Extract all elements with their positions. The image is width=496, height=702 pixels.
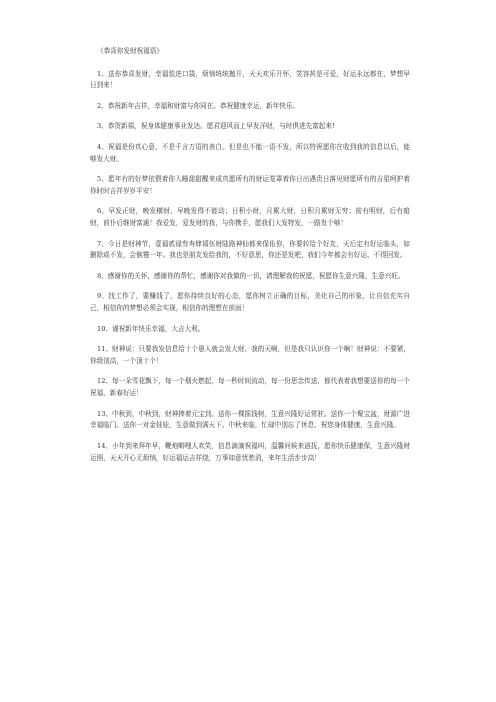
paragraph-5: 5、愿年有的好梦依偎着你入睡甜甜醒来成真愿所有的财运笼罩着你日出遇贵日落见财愿所有的吉星呵护着你时时吉祥岁岁平安！ <box>90 175 410 195</box>
paragraph-14: 14、小年到来拜年早，鞭炮噼哩人欢笑，信息滴滴祝福叫，温馨问候来逍抚，愿你快乐健康保，生意兴隆财运照，天天开心无烦恼，好运福运吉祥绕，万事如意忧愁消，来年生活步步高！ <box>90 441 410 462</box>
paragraph-9: 9、找工作了，要赚钱了，愿你持续良好的心态，愿你树立正确的目标，美化自己的形象，让自信充实自己，相信你的梦想必须会实现，相信你的理想在前面！ <box>90 292 410 313</box>
paragraph-10: 10、谨祝新年快乐幸福，大吉大利。 <box>97 324 205 333</box>
paragraph-3: 3、恭贺新禧，祝身体健康事业发达。愿君迎风而上早发洋财，与时俱进先富起来! <box>97 122 335 131</box>
document-title: 《恭喜你发财祝福语》 <box>97 47 163 55</box>
paragraph-8: 8、感谢你的关怀，感谢你的帮忙，感谢你对我做的一切，请理解我的祝愿，祝愿你生意兴隆，生意兴旺。 <box>97 271 405 280</box>
paragraph-1: 1、送你恭喜发财，幸福装进口袋，烦恼统统抛开，天天欢乐开怀，笑容甚是可爱，好运永远都在，梦想早日到来！ <box>90 69 410 90</box>
document-page <box>90 46 410 702</box>
paragraph-12: 12、每一朵雪花飘下，每一个烟火燃起，每一秒时间流动，每一份思念传送，都代表着我想要送你的每一个祝福，新春好运！ <box>90 377 410 398</box>
paragraph-4: 4、祝福是份真心意，不是千言万语的表白。但是也不能一语不发，所以特祝愿你在收到我的信息以后，能够发大财。 <box>90 142 410 163</box>
paragraph-13: 13、中秋到，中秋到，财神捧着元宝到。送你一棵摇钱树，生意兴隆好运常驻。送你一个聚宝盆，财源广进幸福临门。送你一对金娃娃，生意做到满天下。中秋来临，忙碌中别忘了休息，祝您身体健康，生意兴隆。 <box>90 409 410 430</box>
paragraph-11: 11、财神说：只要我发信息给十个愚人就会发大财。我的天啊，但是我只认识你一个啊！财神说：不要紧，你级别高，一个顶十个！ <box>90 345 410 365</box>
paragraph-6: 6、早发正财，晚发横财，早晚发得不能动；日积小财，月累大财，日积月累财无穷；前有明财，后有暗财，前仆后继财富通！我爱发，爱发财的我，与你携手，愿我们大发特发，一路发个够！ <box>90 207 410 228</box>
paragraph-2: 2、恭祝新年吉祥，幸福和财富与你同在。恭祝健康幸运，新年快乐。 <box>97 101 300 110</box>
paragraph-7: 7、今日是财神节，壹福贰禄叁寿肆禧伍财陆路神仙都来保佑你，你要转给个好友，天后定有好运临头，如删除或不发，会倒霉一年。我也是朋友发给我的，不好意思，你还是发吧，我们今年都会有好运、不得回发。 <box>90 239 410 260</box>
